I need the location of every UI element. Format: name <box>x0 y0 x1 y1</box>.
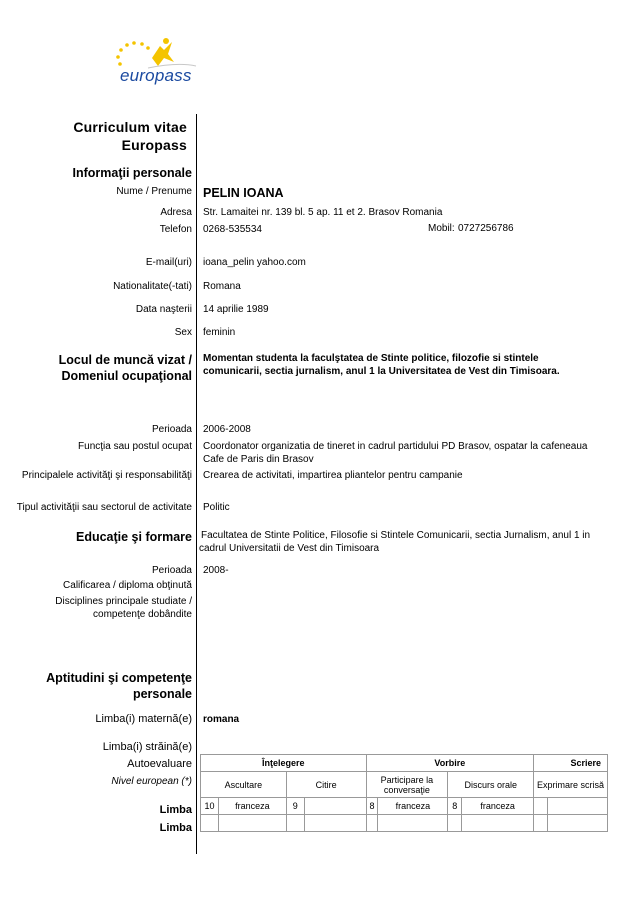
subheader-production: Discurs orale <box>448 772 534 798</box>
birth-date-label: Data naşterii <box>135 304 192 315</box>
mobile-value: 0727256786 <box>458 223 514 234</box>
production-level: 8 <box>448 798 462 815</box>
listening-language: franceza <box>218 798 286 815</box>
reading-language <box>304 798 366 815</box>
work-period-label: Perioada <box>151 424 192 435</box>
mobile-label: Mobil: <box>428 223 455 234</box>
mother-tongue-label: Limba(i) maternă(e) <box>95 713 192 725</box>
position-label: Funcţia sau postul ocupat <box>78 441 192 452</box>
listening-level: 10 <box>201 798 219 815</box>
education-value: Facultatea de Stinte Politice, Filosofie si Stintele Comunicarii, sectia Jurnalism, anul 1 in cadrul Universitatii de Vest din Timisoara <box>199 530 591 554</box>
reading-level: 9 <box>286 798 304 815</box>
interaction-language: franceza <box>378 798 448 815</box>
email-value: ioana_pelin yahoo.com <box>203 257 306 268</box>
subheader-listening: Ascultare <box>201 772 287 798</box>
activities-label: Principalele activităţi şi responsabilităţi <box>21 470 192 481</box>
activities-value: Crearea de activitati, impartirea pliantelor pentru campanie <box>203 470 463 481</box>
subheader-interaction: Participare la conversaţie <box>366 772 448 798</box>
phone-value: 0268-535534 <box>203 224 262 235</box>
birth-date-value: 14 aprilie 1989 <box>203 304 269 315</box>
position-value: Coordonator organizatia de tineret in cadrul partidului PD Brasov, ospatar la cafeneaua Cafe de Paris din Brasov <box>203 441 588 465</box>
sector-label: Tipul activităţii sau sectorul de activitate <box>16 502 192 513</box>
language-label-1: Limba <box>159 804 192 816</box>
disciplines-label: Disciplines principale studiate / <box>55 596 192 607</box>
sector-value: Politic <box>203 502 230 513</box>
writing-level <box>534 798 548 815</box>
education-period-value: 2008- <box>203 565 229 576</box>
work-period-value: 2006-2008 <box>203 424 251 435</box>
language-assessment-table <box>200 754 608 832</box>
section-desired-job: Locul de muncă vizat / <box>58 353 192 367</box>
subheader-writing: Exprimare scrisă <box>534 772 608 798</box>
cv-subtitle: Europass <box>121 137 187 153</box>
foreign-language-label: Limba(i) străină(e) <box>102 741 192 753</box>
interaction-level: 8 <box>366 798 378 815</box>
logo-text: europass <box>120 66 192 85</box>
subheader-reading: Citire <box>286 772 366 798</box>
nationality-label: Nationalitate(-tati) <box>113 281 192 292</box>
address-label: Adresa <box>160 207 192 218</box>
phone-label: Telefon <box>159 224 192 235</box>
writing-language <box>548 798 608 815</box>
self-assessment-label: Autoevaluare <box>127 758 192 770</box>
table-row <box>201 815 608 832</box>
section-personal-info: Informaţii personale <box>72 166 192 180</box>
language-label-2: Limba <box>159 822 192 834</box>
email-label: E-mail(uri) <box>145 257 192 268</box>
section-skills-line2: personale <box>132 687 192 701</box>
nationality-value: Romana <box>203 281 241 292</box>
european-level-label: Nivel european (*) <box>111 776 192 787</box>
qualification-label: Calificarea / diploma obţinută <box>63 580 192 591</box>
name-label: Nume / Prenume <box>116 186 192 197</box>
production-language: franceza <box>462 798 534 815</box>
section-education: Educaţie şi formare <box>75 530 192 544</box>
name-value: PELIN IOANA <box>203 186 284 200</box>
mother-tongue-value: romana <box>203 714 240 725</box>
cv-title: Curriculum vitae <box>73 119 187 135</box>
sex-value: feminin <box>203 327 236 338</box>
address-value: Str. Lamaitei nr. 139 bl. 5 ap. 11 et 2. Brasov Romania <box>203 207 443 218</box>
section-desired-job-line2: Domeniul ocupaţional <box>61 369 192 383</box>
column-divider <box>196 114 197 854</box>
header-writing: Scriere <box>534 755 608 772</box>
section-skills: Aptitudini şi competenţe <box>46 671 192 685</box>
desired-job-value: Momentan studenta la faculştatea de Stinte politice, filozofie si stintele comunicarii, sectia jurnalism, anul 1 la Universitatea de Vest din Timisoara. <box>203 353 560 377</box>
header-understanding: Înţelegere <box>201 755 367 772</box>
europass-logo <box>108 36 200 92</box>
disciplines-label-line2: competenţe dobândite <box>93 609 192 620</box>
education-period-label: Perioada <box>151 565 192 576</box>
table-row <box>201 798 608 815</box>
header-speaking: Vorbire <box>366 755 534 772</box>
sex-label: Sex <box>174 327 192 338</box>
